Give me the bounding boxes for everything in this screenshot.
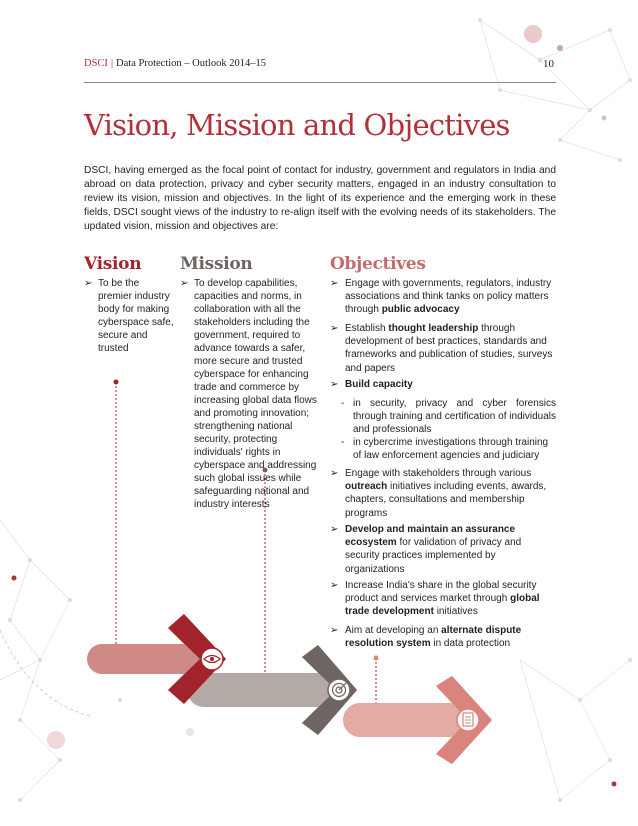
decor-dot	[524, 25, 542, 43]
bullet-icon: ➢	[330, 379, 339, 390]
objective-emphasis: outreach	[345, 481, 388, 493]
vision-statement	[84, 277, 174, 355]
objective-item: ➢ Increase India's share in the global security product and services market through global trade development initiatives	[330, 580, 540, 618]
page-title: Vision, Mission and Objectives	[84, 108, 510, 142]
objective-item: ➢ Engage with stakeholders through various outreach initiatives including events, awards, chapters, consultations and membership programs	[330, 468, 547, 519]
objective-emphasis: Build capacity	[345, 379, 413, 390]
mission-heading: Mission	[180, 254, 253, 274]
vision-heading: Vision	[84, 254, 142, 274]
objective-item: ➢ Develop and maintain an assurance ecosystem for validation of privacy and security practices implemented by organizations	[330, 524, 522, 575]
objective-emphasis: Develop and maintain an assurance ecosystem	[345, 524, 516, 549]
header-publication: Data Protection – Outlook 2014–15	[116, 58, 266, 69]
bullet-icon: ➢	[330, 468, 339, 479]
document-icon	[457, 709, 479, 731]
objective-item: ➢ Aim at developing an alternate dispute resolution system in data protection	[330, 625, 522, 650]
mission-statement	[180, 277, 320, 511]
network-decoration-left	[0, 520, 70, 800]
bullet-icon: ➢	[330, 278, 339, 289]
bullet-icon: ➢	[180, 278, 189, 289]
objective-emphasis: global trade development	[345, 593, 540, 618]
bullet-icon: ➢	[330, 580, 339, 591]
bullet-icon: ➢	[330, 625, 339, 636]
objective-item	[330, 378, 556, 391]
intro-paragraph: DSCI, having emerged as the focal point of contact for industry, government and regulators in India and abroad on data protection, privacy and cyber security matters, engaged in an industry consultation to review its vision, mission and objectives. In the light of its experience and the emerging work in these fields, DSCI sought views of the industry to re-align itself with the evolving needs of its stakeholders. The updated vision, mission and objectives are:	[84, 165, 556, 233]
objective-emphasis: alternate dispute resolution system	[345, 625, 522, 650]
objective-emphasis: thought leadership	[388, 323, 479, 334]
capacity-subitem: - in security, privacy and cyber forensics through training and certification of individuals and professionals	[341, 398, 556, 436]
vision-text: To be the premier industry body for making cyberspace safe, secure and trusted	[98, 278, 174, 354]
running-header	[84, 58, 266, 69]
header-brand: DSCI	[84, 58, 108, 69]
capacity-subitem: - in cybercrime investigations through training of law enforcement agencies and judiciary	[341, 437, 549, 462]
objective-emphasis: public advocacy	[381, 304, 460, 316]
bullet-icon: ➢	[330, 524, 339, 535]
mission-text: To develop capabilities, capacities and norms, in collaboration with all the stakeholders including the government, required to advance towards a safer, more secure and trusted cyberspace for enhancing trade and commerce by increasing global data flows and promoting innovation; strengthening national security, protecting individuals' rights in cyberspace and addressing such global issues while safeguarding national and industry interests	[194, 278, 317, 510]
objectives-heading: Objectives	[330, 254, 426, 274]
page-number: 10	[543, 58, 554, 70]
header-separator: |	[110, 58, 114, 69]
bullet-icon: ➢	[84, 278, 93, 289]
objective-item: ➢ Establish thought leadership through development of best practices, standards and frameworks and publication of studies, surveys and papers	[330, 323, 553, 374]
eye-icon	[201, 648, 223, 670]
header-rule	[84, 82, 556, 83]
bullet-icon: ➢	[330, 323, 339, 334]
target-icon	[328, 679, 350, 701]
objective-item: ➢ Engage with governments, regulators, industry associations and think tanks on policy matters through public advocacy	[330, 278, 552, 316]
